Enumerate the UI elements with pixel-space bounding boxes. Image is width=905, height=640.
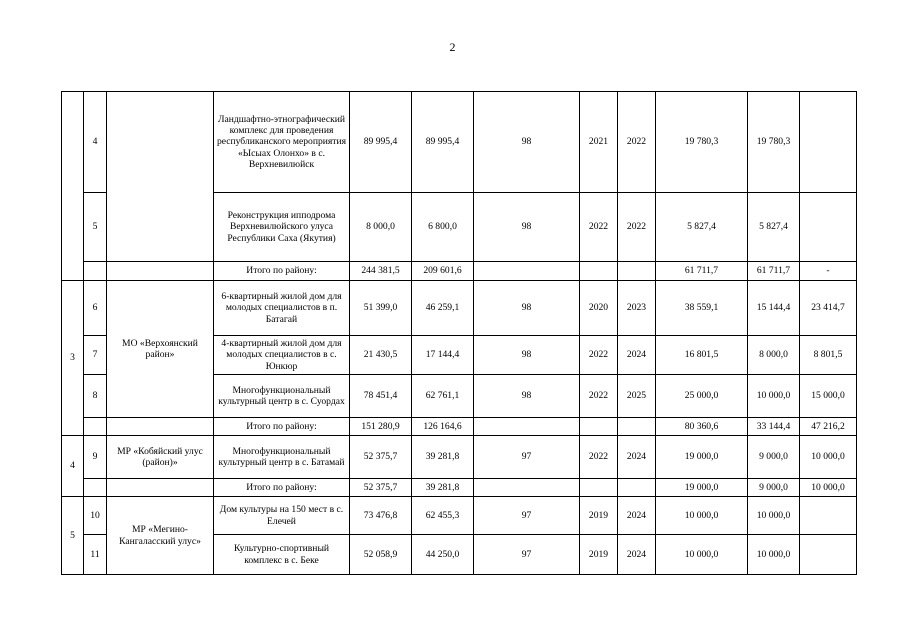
financing-total-cell: 10 000,0 <box>656 535 748 575</box>
empty-cell <box>580 262 618 281</box>
readiness-percent-cell: 97 <box>474 535 580 575</box>
readiness-percent-cell: 97 <box>474 436 580 479</box>
empty-cell <box>474 262 580 281</box>
table-row <box>62 436 857 479</box>
readiness-percent-cell: 97 <box>474 497 580 535</box>
readiness-percent-cell: 98 <box>474 193 580 262</box>
total-label-cell: Итого по району: <box>214 418 350 436</box>
start-year-cell: 2019 <box>580 497 618 535</box>
federal-budget-cell: 15 144,4 <box>748 281 800 336</box>
empty-cell <box>618 418 656 436</box>
district-name-cell: МР «Мегино-Кангаласский улус» <box>107 497 214 575</box>
total-row <box>62 479 857 497</box>
total-cost-cell: 151 280,9 <box>350 418 412 436</box>
start-year-cell: 2022 <box>580 336 618 375</box>
table-row <box>62 281 857 336</box>
district-name-cell <box>107 92 214 262</box>
republic-budget-cell <box>800 92 857 193</box>
estimated-cost-cell: 62 761,1 <box>412 375 474 418</box>
empty-cell <box>84 262 107 281</box>
estimated-cost-cell: 62 455,3 <box>412 497 474 535</box>
federal-budget-cell: 10 000,0 <box>748 535 800 575</box>
end-year-cell: 2024 <box>618 497 656 535</box>
republic-budget-cell <box>800 193 857 262</box>
republic-budget-cell: 8 801,5 <box>800 336 857 375</box>
project-number-cell: 5 <box>84 193 107 262</box>
end-year-cell: 2023 <box>618 281 656 336</box>
total-label-cell: Итого по району: <box>214 479 350 497</box>
total-cost-cell: 51 399,0 <box>350 281 412 336</box>
empty-cell <box>474 418 580 436</box>
federal-budget-cell: 9 000,0 <box>748 479 800 497</box>
total-cost-cell: 78 451,4 <box>350 375 412 418</box>
table-row <box>62 92 857 193</box>
total-cost-cell: 89 995,4 <box>350 92 412 193</box>
district-name-cell: МО «Верхоянский район» <box>107 281 214 418</box>
empty-cell <box>107 262 214 281</box>
total-cost-cell: 21 430,5 <box>350 336 412 375</box>
end-year-cell: 2022 <box>618 92 656 193</box>
district-index-cell: 3 <box>62 281 84 436</box>
project-name-cell: 4-квартирный жилой дом для молодых специалистов в с. Юнкюр <box>214 336 350 375</box>
federal-budget-cell: 8 000,0 <box>748 336 800 375</box>
start-year-cell: 2022 <box>580 375 618 418</box>
republic-budget-cell: - <box>800 262 857 281</box>
total-row <box>62 418 857 436</box>
project-number-cell: 6 <box>84 281 107 336</box>
project-number-cell: 9 <box>84 436 107 479</box>
federal-budget-cell: 9 000,0 <box>748 436 800 479</box>
financing-total-cell: 25 000,0 <box>656 375 748 418</box>
empty-cell <box>107 418 214 436</box>
district-index-cell <box>62 92 84 281</box>
federal-budget-cell: 19 780,3 <box>748 92 800 193</box>
project-name-cell: Дом культуры на 150 мест в с. Елечей <box>214 497 350 535</box>
financing-total-cell: 38 559,1 <box>656 281 748 336</box>
federal-budget-cell: 10 000,0 <box>748 375 800 418</box>
republic-budget-cell <box>800 535 857 575</box>
empty-cell <box>84 479 107 497</box>
republic-budget-cell: 10 000,0 <box>800 436 857 479</box>
start-year-cell: 2020 <box>580 281 618 336</box>
total-row <box>62 262 857 281</box>
total-label-cell: Итого по району: <box>214 262 350 281</box>
financing-total-cell: 19 000,0 <box>656 436 748 479</box>
end-year-cell: 2024 <box>618 436 656 479</box>
republic-budget-cell: 47 216,2 <box>800 418 857 436</box>
total-cost-cell: 8 000,0 <box>350 193 412 262</box>
federal-budget-cell: 10 000,0 <box>748 497 800 535</box>
project-name-cell: Культурно-спортивный комплекс в с. Беке <box>214 535 350 575</box>
total-cost-cell: 73 476,8 <box>350 497 412 535</box>
project-name-cell: Реконструкция ипподрома Верхневилюйского улуса Республики Саха (Якутия) <box>214 193 350 262</box>
federal-budget-cell: 33 144,4 <box>748 418 800 436</box>
total-cost-cell: 244 381,5 <box>350 262 412 281</box>
end-year-cell: 2025 <box>618 375 656 418</box>
estimated-cost-cell: 89 995,4 <box>412 92 474 193</box>
page-number: 2 <box>449 40 456 54</box>
total-cost-cell: 52 058,9 <box>350 535 412 575</box>
project-name-cell: Многофункциональный культурный центр в с. Батамай <box>214 436 350 479</box>
readiness-percent-cell: 98 <box>474 281 580 336</box>
project-name-cell: 6-квартирный жилой дом для молодых специалистов в п. Батагай <box>214 281 350 336</box>
empty-cell <box>107 479 214 497</box>
start-year-cell: 2022 <box>580 193 618 262</box>
project-name-cell: Многофункциональный культурный центр в с. Суордах <box>214 375 350 418</box>
project-number-cell: 8 <box>84 375 107 418</box>
financing-total-cell: 16 801,5 <box>656 336 748 375</box>
end-year-cell: 2024 <box>618 336 656 375</box>
total-cost-cell: 52 375,7 <box>350 436 412 479</box>
project-name-cell: Ландшафтно-этнографический комплекс для проведения республиканского мероприятия «Ысыах Олонхо» в с. Верхневилюйск <box>214 92 350 193</box>
project-number-cell: 10 <box>84 497 107 535</box>
financing-total-cell: 61 711,7 <box>656 262 748 281</box>
empty-cell <box>618 262 656 281</box>
project-number-cell: 4 <box>84 92 107 193</box>
financing-total-cell: 10 000,0 <box>656 497 748 535</box>
financing-total-cell: 5 827,4 <box>656 193 748 262</box>
republic-budget-cell: 23 414,7 <box>800 281 857 336</box>
empty-cell <box>618 479 656 497</box>
investment-projects-table <box>61 91 857 575</box>
start-year-cell: 2021 <box>580 92 618 193</box>
district-index-cell: 5 <box>62 497 84 575</box>
federal-budget-cell: 5 827,4 <box>748 193 800 262</box>
readiness-percent-cell: 98 <box>474 92 580 193</box>
empty-cell <box>580 479 618 497</box>
district-index-cell: 4 <box>62 436 84 497</box>
republic-budget-cell <box>800 497 857 535</box>
readiness-percent-cell: 98 <box>474 336 580 375</box>
empty-cell <box>474 479 580 497</box>
financing-total-cell: 19 780,3 <box>656 92 748 193</box>
readiness-percent-cell: 98 <box>474 375 580 418</box>
district-name-cell: МР «Кобяйский улус (район)» <box>107 436 214 479</box>
republic-budget-cell: 15 000,0 <box>800 375 857 418</box>
estimated-cost-cell: 46 259,1 <box>412 281 474 336</box>
start-year-cell: 2022 <box>580 436 618 479</box>
federal-budget-cell: 61 711,7 <box>748 262 800 281</box>
estimated-cost-cell: 126 164,6 <box>412 418 474 436</box>
total-cost-cell: 52 375,7 <box>350 479 412 497</box>
estimated-cost-cell: 39 281,8 <box>412 436 474 479</box>
estimated-cost-cell: 39 281,8 <box>412 479 474 497</box>
estimated-cost-cell: 17 144,4 <box>412 336 474 375</box>
table-row <box>62 497 857 535</box>
financing-total-cell: 80 360,6 <box>656 418 748 436</box>
end-year-cell: 2022 <box>618 193 656 262</box>
estimated-cost-cell: 209 601,6 <box>412 262 474 281</box>
estimated-cost-cell: 6 800,0 <box>412 193 474 262</box>
start-year-cell: 2019 <box>580 535 618 575</box>
republic-budget-cell: 10 000,0 <box>800 479 857 497</box>
project-number-cell: 7 <box>84 336 107 375</box>
empty-cell <box>84 418 107 436</box>
estimated-cost-cell: 44 250,0 <box>412 535 474 575</box>
end-year-cell: 2024 <box>618 535 656 575</box>
financing-total-cell: 19 000,0 <box>656 479 748 497</box>
empty-cell <box>580 418 618 436</box>
project-number-cell: 11 <box>84 535 107 575</box>
